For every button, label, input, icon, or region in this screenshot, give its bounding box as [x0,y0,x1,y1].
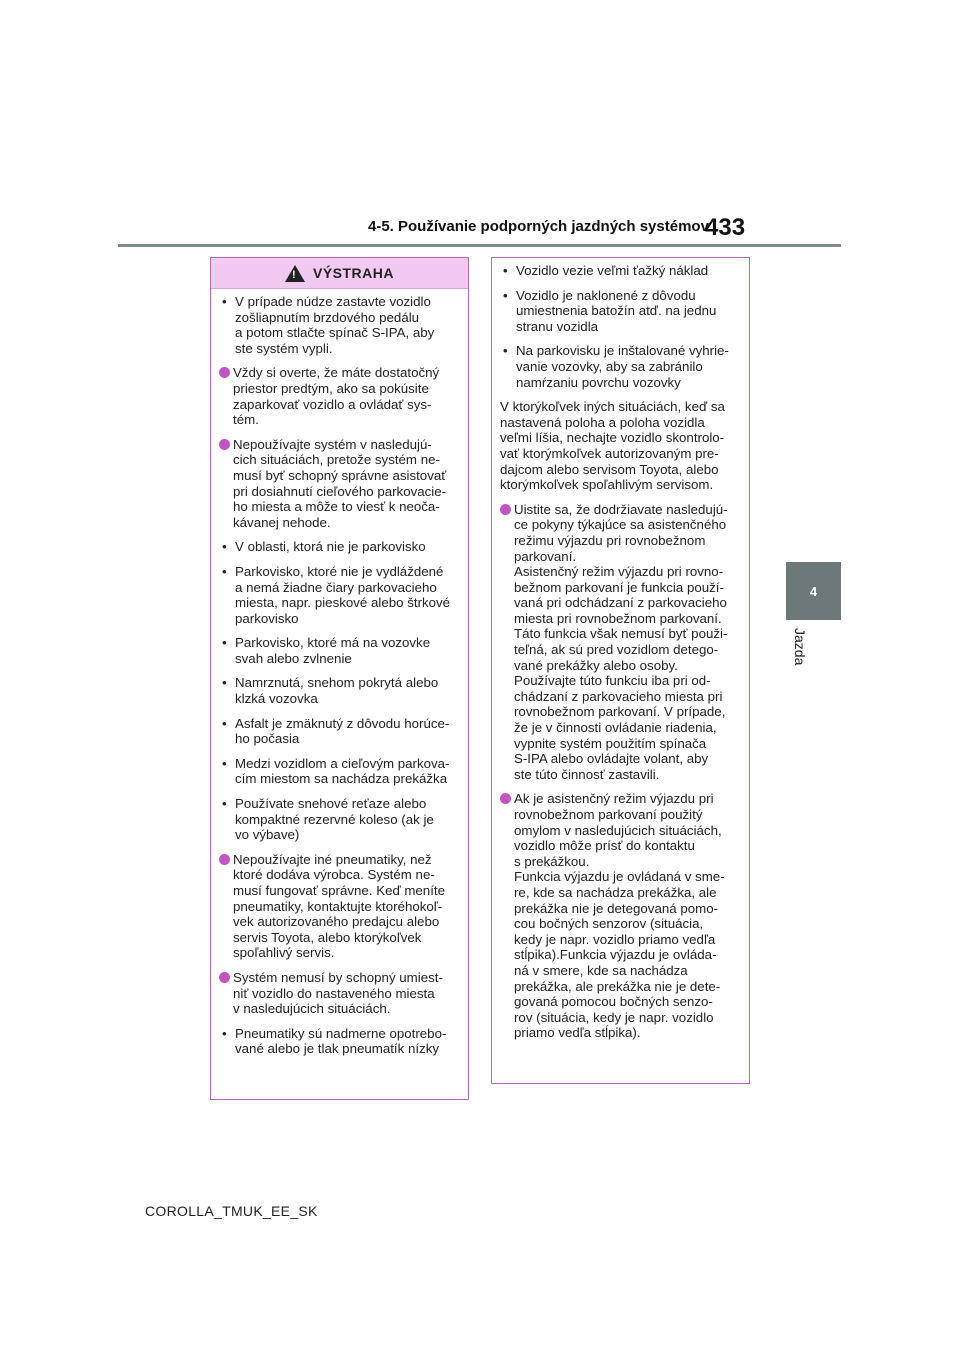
bullet-item: • Používate snehové reťaze alebo kompaktné rezervné koleso (ak je vo výbave) [219,796,460,843]
bullet-item: • V oblasti, ktorá nie je parkovisko [219,539,460,555]
section-title: 4-5. Používanie podporných jazdných systémov [368,218,709,235]
bullet-item: • Pneumatiky sú nadmerne opotrebo- vané alebo je tlak pneumatík nízky [219,1026,460,1057]
warning-box-continued [491,257,750,1084]
point-item: Ak je asistenčný režim výjazdu pri rovnobežnom parkovaní použitý omylom v nasledujúcich situáciách, vozidlo môže prísť do kontaktu s prekážkou. Funkcia výjazdu je ovládaná v sme- re, kde sa nachádza prekážka, ale prekážka nie je detegovaná pomo- cou bočných senzorov (situácia, kedy je napr. vozidlo priamo vedľa stĺpika).Funkcia výjazdu je ovláda- ná v smere, kde sa nachádza prekážka, ale prekážka nie je dete- govaná pomocou bočných senzo- rov (situácia, kedy je napr. vozidlo priamo vedľa stĺpika). [500,791,741,1041]
point-item: Uistite sa, že dodržiavate nasledujú- ce pokyny týkajúce sa asistenčného režimu výjazdu pri rovnobežnom parkovaní. Asistenčný režim výjazdu pri rovno- bežnom parkovaní je funkcia použí- vaná pri odchádzaní z parkovacieho miesta pri rovnobežnom parkovaní. Táto funkcia však nemusí byť použi- teľná, ak sú pred vozidlom detego- vané prekážky alebo osoby. Používajte túto funkciu iba pri od- chádzaní z parkovacieho miesta pri rovnobežnom parkovaní. V prípade, že je v činnosti ovládanie riadenia, vypnite systém použitím spínača S-IPA alebo ovládajte volant, aby ste túto činnosť zastavili. [500,502,741,783]
bullet-item: • Vozidlo je naklonené z dôvodu umiestnenia batožín atď. na jednu stranu vozidla [500,288,741,335]
bullet-item: • V prípade núdze zastavte vozidlo zošliapnutím brzdového pedálu a potom stlačte spínač S-IPA, aby ste systém vypli. [219,294,460,356]
chapter-tab [786,562,841,620]
bullet-item: • Parkovisko, ktoré má na vozovke svah alebo zvlnenie [219,635,460,666]
chapter-label-container [790,628,840,678]
chapter-number: 4 [809,583,818,599]
point-item: Vždy si overte, že máte dostatočný priestor predtým, ako sa pokúsite zaparkovať vozidlo a ovládať sys- tém. [219,365,460,427]
bullet-item: • Namrznutá, snehom pokrytá alebo klzká vozovka [219,675,460,706]
warning-content-continued [492,258,749,1041]
bullet-item: • Medzi vozidlom a cieľovým parkova- cím miestom sa nachádza prekážka [219,756,460,787]
warning-triangle-icon [285,265,305,282]
page-number: 433 [705,214,746,241]
bullet-item: • Na parkovisku je inštalované vyhrie- vanie vozovky, aby sa zabránilo namŕzaniu povrchu vozovky [500,343,741,390]
doc-code: COROLLA_TMUK_EE_SK [145,1203,318,1219]
bullet-item: • Asfalt je zmäknutý z dôvodu horúce- ho počasia [219,716,460,747]
chapter-label: Jazda [792,628,808,666]
warning-title: VÝSTRAHA [312,265,394,281]
warning-content [211,289,468,1057]
point-item: Nepoužívajte iné pneumatiky, než ktoré dodáva výrobca. Systém ne- musí fungovať správne. Keď meníte pneumatiky, kontaktujte ktoréhokoľ- vek autorizovaného predajcu alebo servis Toyota, alebo ktorýkoľvek spoľahlivý servis. [219,852,460,961]
bullet-item: • Parkovisko, ktoré nie je vydláždené a nemá žiadne čiary parkovacieho miesta, napr. pieskové alebo štrkové parkovisko [219,564,460,626]
bullet-item: • Vozidlo vezie veľmi ťažký náklad [500,263,741,279]
paragraph: V ktorýkoľvek iných situáciách, keď sa nastavená poloha a poloha vozidla veľmi líšia, nechajte vozidlo skontrolo- vať ktorýmkoľvek autorizovaným pre- dajcom alebo servisom Toyota, alebo ktorýmkoľvek spoľahlivým servisom. [500,399,725,493]
point-item: Nepoužívajte systém v nasledujú- cich situáciách, pretože systém ne- musí byť schopný správne asistovať pri dosiahnutí cieľového parkovacie- ho miesta a môže to viesť k neoča- kávanej nehode. [219,437,460,531]
header-rule [118,244,841,247]
warning-box [210,257,469,1100]
warning-header [211,258,468,289]
point-item: Systém nemusí by schopný umiest- niť vozidlo do nastaveného miesta v nasledujúcich situáciách. [219,970,460,1017]
